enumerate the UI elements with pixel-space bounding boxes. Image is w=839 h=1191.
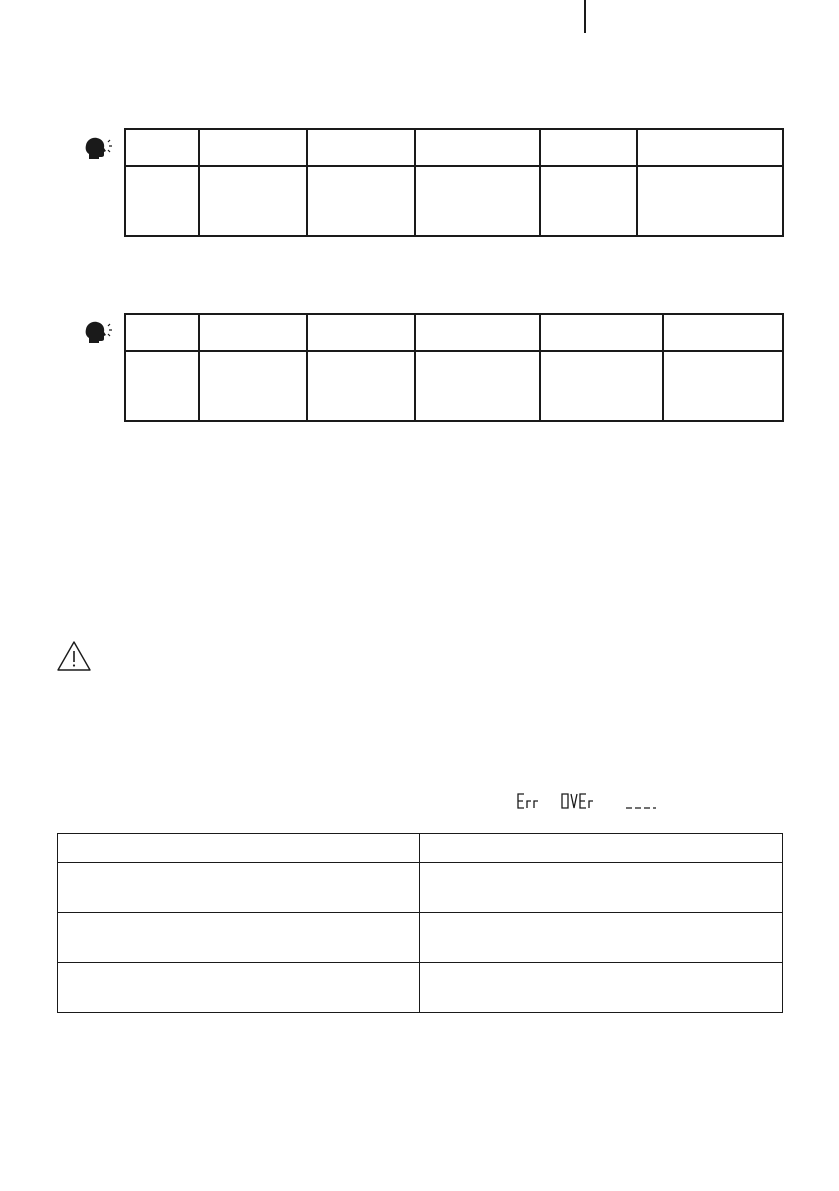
table-cell (199, 314, 307, 351)
voice-language-table-1 (124, 128, 784, 237)
table-header-cell (58, 834, 420, 863)
table-cell (540, 166, 637, 236)
lcd-err-icon (518, 794, 538, 808)
speaking-head-icon (85, 137, 115, 161)
table-cell (415, 351, 540, 421)
table-cell (540, 129, 637, 166)
table-cell (125, 351, 199, 421)
troubleshooting-table (57, 833, 783, 1013)
table-cell (125, 314, 199, 351)
table-cell (307, 129, 415, 166)
table-cell (415, 314, 540, 351)
voice-language-table-2 (124, 313, 784, 422)
warning-triangle-icon (56, 640, 92, 672)
table-cell (637, 129, 783, 166)
table-cell (58, 913, 420, 963)
table-cell (663, 351, 783, 421)
binding-mark (584, 0, 586, 33)
lcd-error-codes (516, 790, 656, 812)
table-cell (663, 314, 783, 351)
table-cell (540, 314, 663, 351)
table-cell (637, 166, 783, 236)
table-cell (307, 351, 415, 421)
table-row (58, 863, 783, 913)
lcd-over-icon (562, 794, 593, 808)
table-cell (125, 129, 199, 166)
table-cell (540, 351, 663, 421)
table-row (58, 913, 783, 963)
table-cell (415, 129, 540, 166)
table-cell (199, 129, 307, 166)
speaking-head-icon (85, 321, 115, 345)
table-cell (420, 913, 783, 963)
table-cell (199, 166, 307, 236)
table-cell (125, 166, 199, 236)
table-cell (199, 351, 307, 421)
table-cell (415, 166, 540, 236)
table-header-cell (420, 834, 783, 863)
table-cell (420, 963, 783, 1013)
table-cell (420, 863, 783, 913)
table-cell (307, 314, 415, 351)
table-cell (307, 166, 415, 236)
table-cell (58, 863, 420, 913)
table-row (58, 963, 783, 1013)
table-cell (58, 963, 420, 1013)
